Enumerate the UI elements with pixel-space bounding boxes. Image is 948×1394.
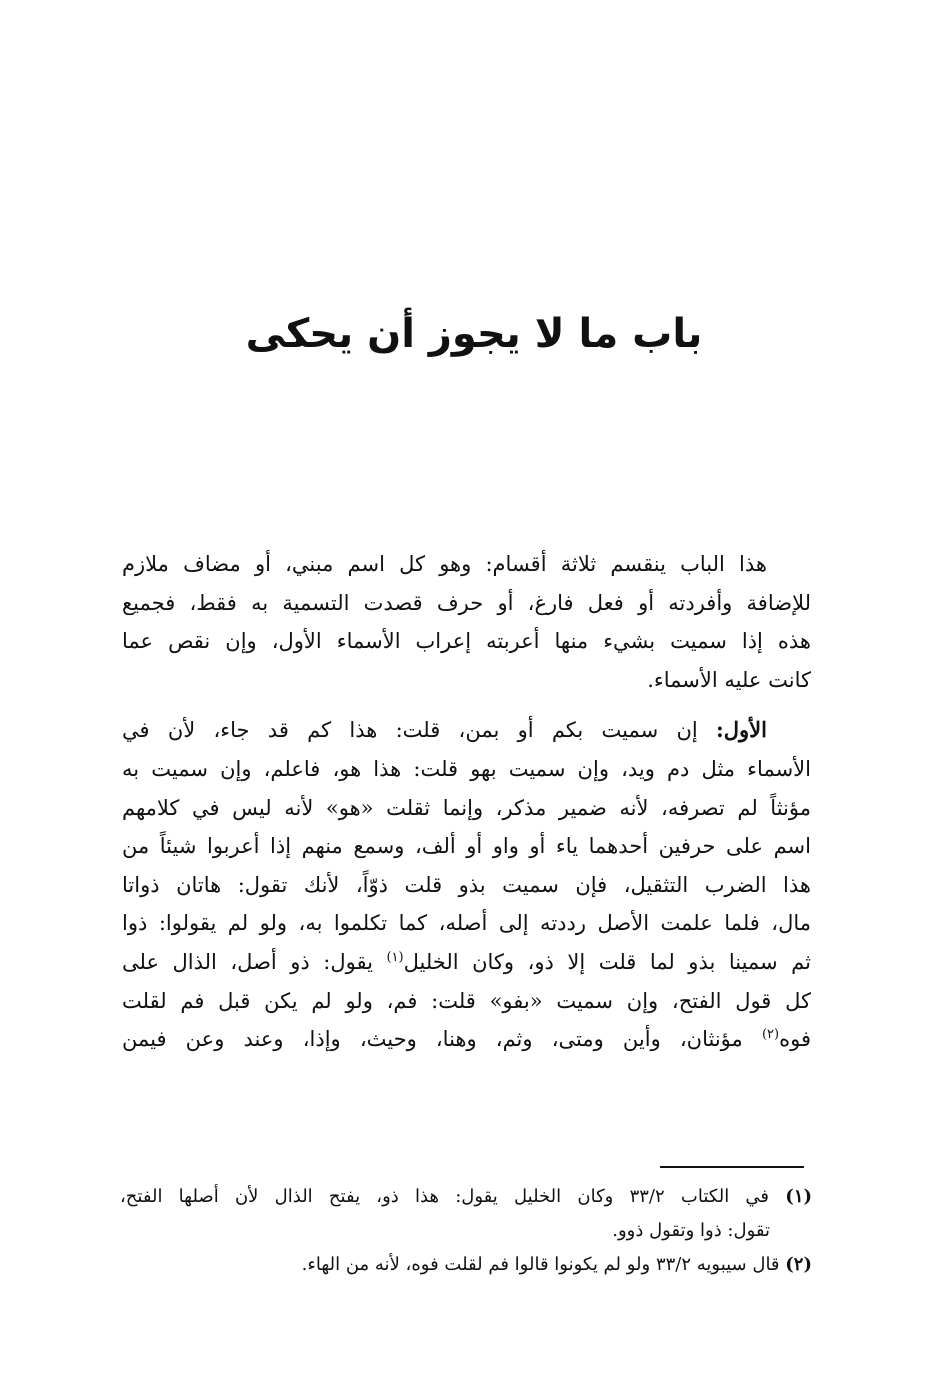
text-line: مال، فلما علمت الأصل رددته إلى أصله، كما تكلموا به، ولو لم يقولوا: ذوا: [122, 911, 811, 936]
footnote-number: (١): [785, 1186, 813, 1207]
text-segment: يقول: ذو أصل، الذال على: [122, 949, 387, 974]
footnote-divider: [660, 1166, 804, 1168]
text-line: [122, 1020, 811, 1059]
footnote-1-continuation: تقول: ذوا وتقول ذوو.: [612, 1220, 770, 1241]
footnotes: [120, 1180, 812, 1282]
text-line: [122, 711, 811, 750]
paragraph-gap: [122, 699, 811, 711]
text-line: كانت عليه الأسماء.: [647, 667, 811, 692]
footnote-text: في الكتاب ٣٣/٢ وكان الخليل يقول: هذا ذو، يفتح الذال لأن أصلها الفتح،: [120, 1186, 786, 1207]
text-line: [122, 943, 811, 982]
lead-word: الأول:: [716, 717, 767, 743]
footnote-marker: (٢): [761, 1027, 780, 1043]
footnote-2: [120, 1248, 812, 1282]
text-line: مؤنثاً لم تصرفه، لأنه ضمير مذكر، وإنما ثقلت «هو» لأنه ليس في كلامهم: [122, 795, 811, 820]
text-segment: ثم سمينا بذو لما قلت إلا ذو، وكان الخليل: [403, 949, 811, 974]
text-segment: فوه: [779, 1027, 811, 1052]
footnote-marker: (١): [386, 949, 404, 965]
footnote-number: (٢): [785, 1254, 812, 1275]
text-line: كل قول الفتح، وإن سميت «بفو» قلت: فم، ولو لم يكن قبل فم لقلت: [122, 988, 811, 1013]
text-line: اسم على حرفين أحدهما ياء أو واو أو ألف، وسمع منهم إذا أعربوا شيئاً من: [122, 834, 811, 859]
chapter-title: باب ما لا يجوز أن يحكى: [245, 311, 703, 357]
text-line: هذه إذا سميت بشيء منها أعربته إعراب الأسماء الأول، وإن نقص عما: [122, 629, 811, 654]
text-line: هذا الضرب التثقيل، فإن سميت بذو قلت ذوّاً، لأنك تقول: هاتان ذواتا: [122, 872, 811, 897]
text-line: الأسماء مثل دم ويد، وإن سميت بهو قلت: هذا هو، فاعلم، وإن سميت به: [122, 756, 811, 781]
footnote-1: [120, 1180, 812, 1214]
text-segment: مؤنثان، وأين ومتى، وثم، وهنا، وحيث، وإذا، وعند وعن فيمن: [122, 1027, 762, 1052]
text-line: هذا الباب ينقسم ثلاثة أقسام: وهو كل اسم مبني، أو مضاف ملازم: [122, 552, 767, 576]
footnote-text: قال سيبويه ٣٣/٢ ولو لم يكونوا قالوا فم لقلت فوه، لأنه من الهاء.: [301, 1254, 786, 1275]
text-line: للإضافة وأفردته أو فعل فارغ، أو حرف قصدت التسمية به فقط، فجميع: [122, 590, 811, 615]
body-text: [122, 545, 811, 1059]
text-segment: إن سميت بكم أو بمن، قلت: هذا كم قد جاء، لأن في: [122, 718, 717, 743]
